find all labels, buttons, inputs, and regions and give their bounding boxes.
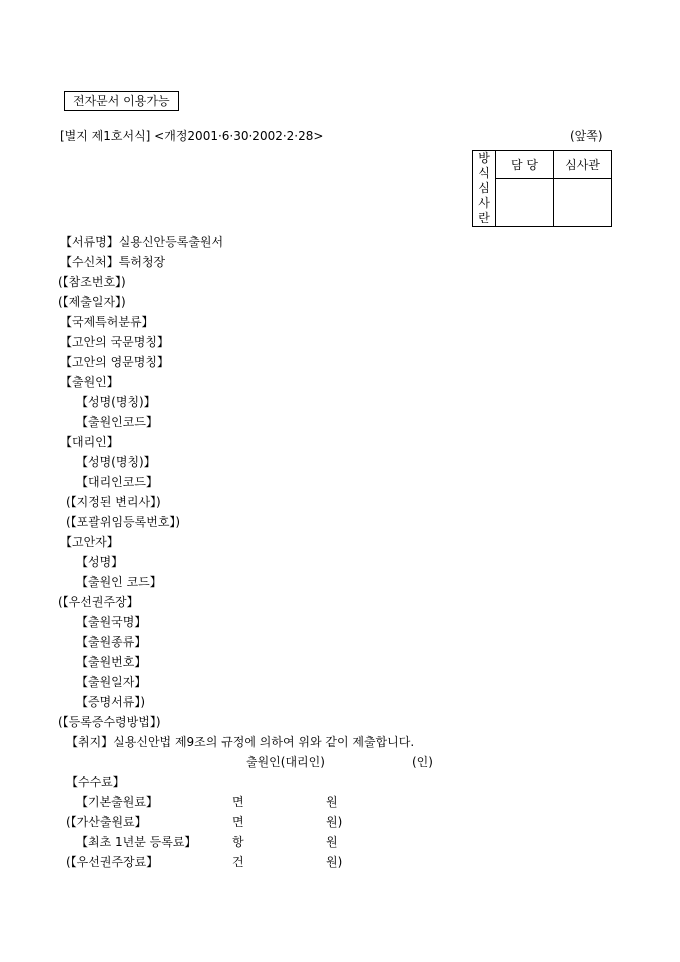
form-line-inventor-code: 【출원인 코드】: [76, 575, 162, 589]
form-line-priority-type: 【출원종류】: [76, 635, 147, 649]
review-vertical-label: 방 식 심 사 란: [473, 151, 496, 227]
fee-unit-priority: 건: [232, 855, 244, 869]
form-line-submit-date: (【제출일자】): [58, 295, 126, 309]
form-line-priority-claim: (【우선권주장】: [58, 595, 139, 609]
page-side-label: (앞쪽): [570, 129, 603, 143]
review-col-handler: 담 당: [496, 151, 554, 179]
form-line-applicant: 【출원인】: [60, 375, 119, 389]
fee-label-additional: (【가산출원료】: [66, 815, 147, 829]
fee-label-basic: 【기본출원료】: [76, 795, 158, 809]
form-line-priority-number: 【출원번호】: [76, 655, 147, 669]
form-line-inventor-name: 【성명】: [76, 555, 124, 569]
review-col-examiner: 심사관: [554, 151, 612, 179]
review-cell-examiner: [554, 178, 612, 226]
form-line-general-power-number: (【포괄위임등록번호】): [66, 515, 181, 529]
form-line-ipc: 【국제특허분류】: [60, 315, 154, 329]
fee-currency-priority: 원): [326, 855, 343, 869]
form-line-applicant-name: 【성명(명칭)】: [76, 395, 156, 409]
form-line-agent: 【대리인】: [60, 435, 119, 449]
form-line-ref-number: (【참조번호】): [58, 275, 126, 289]
signature-label: 출원인(대리인): [246, 755, 325, 769]
form-line-agent-name: 【성명(명칭)】: [76, 455, 156, 469]
fee-label-priority: (【우선권주장료】: [66, 855, 159, 869]
review-cell-handler: [496, 178, 554, 226]
badge-text: 전자문서 이용가능: [73, 94, 170, 108]
fee-currency-additional: 원): [326, 815, 343, 829]
electronic-document-badge: [64, 91, 179, 111]
form-line-applicant-code: 【출원인코드】: [76, 415, 158, 429]
fee-unit-first-year: 항: [232, 835, 244, 849]
fees-title: 【수수료】: [66, 775, 125, 789]
form-line-receipt-method: (【등록증수령방법】): [58, 715, 161, 729]
form-line-inventor: 【고안자】: [60, 535, 119, 549]
form-line-recipient: 【수신처】특허청장: [60, 255, 166, 269]
form-line-priority-date: 【출원일자】: [76, 675, 147, 689]
fee-currency-basic: 원: [326, 795, 338, 809]
form-line-priority-certificate: 【증명서류】): [76, 695, 146, 709]
fee-label-first-year: 【최초 1년분 등록료】: [76, 835, 197, 849]
form-reference: [별지 제1호서식] <개정2001·6·30·2002·2·28>: [60, 129, 324, 143]
form-line-agent-code: 【대리인코드】: [76, 475, 158, 489]
form-line-purpose: 【취지】실용신안법 제9조의 규정에 의하여 위와 같이 제출합니다.: [66, 735, 415, 749]
signature-seal: (인): [412, 755, 433, 769]
fee-unit-additional: 면: [232, 815, 244, 829]
review-table: [472, 150, 612, 227]
fee-currency-first-year: 원: [326, 835, 338, 849]
form-line-title-ko: 【고안의 국문명칭】: [60, 335, 169, 349]
form-line-title-en: 【고안의 영문명칭】: [60, 355, 169, 369]
form-line-doc-name: 【서류명】실용신안등록출원서: [60, 235, 224, 249]
form-line-priority-country: 【출원국명】: [76, 615, 147, 629]
fee-unit-basic: 면: [232, 795, 244, 809]
form-line-designated-attorney: (【지정된 변리사】): [66, 495, 161, 509]
